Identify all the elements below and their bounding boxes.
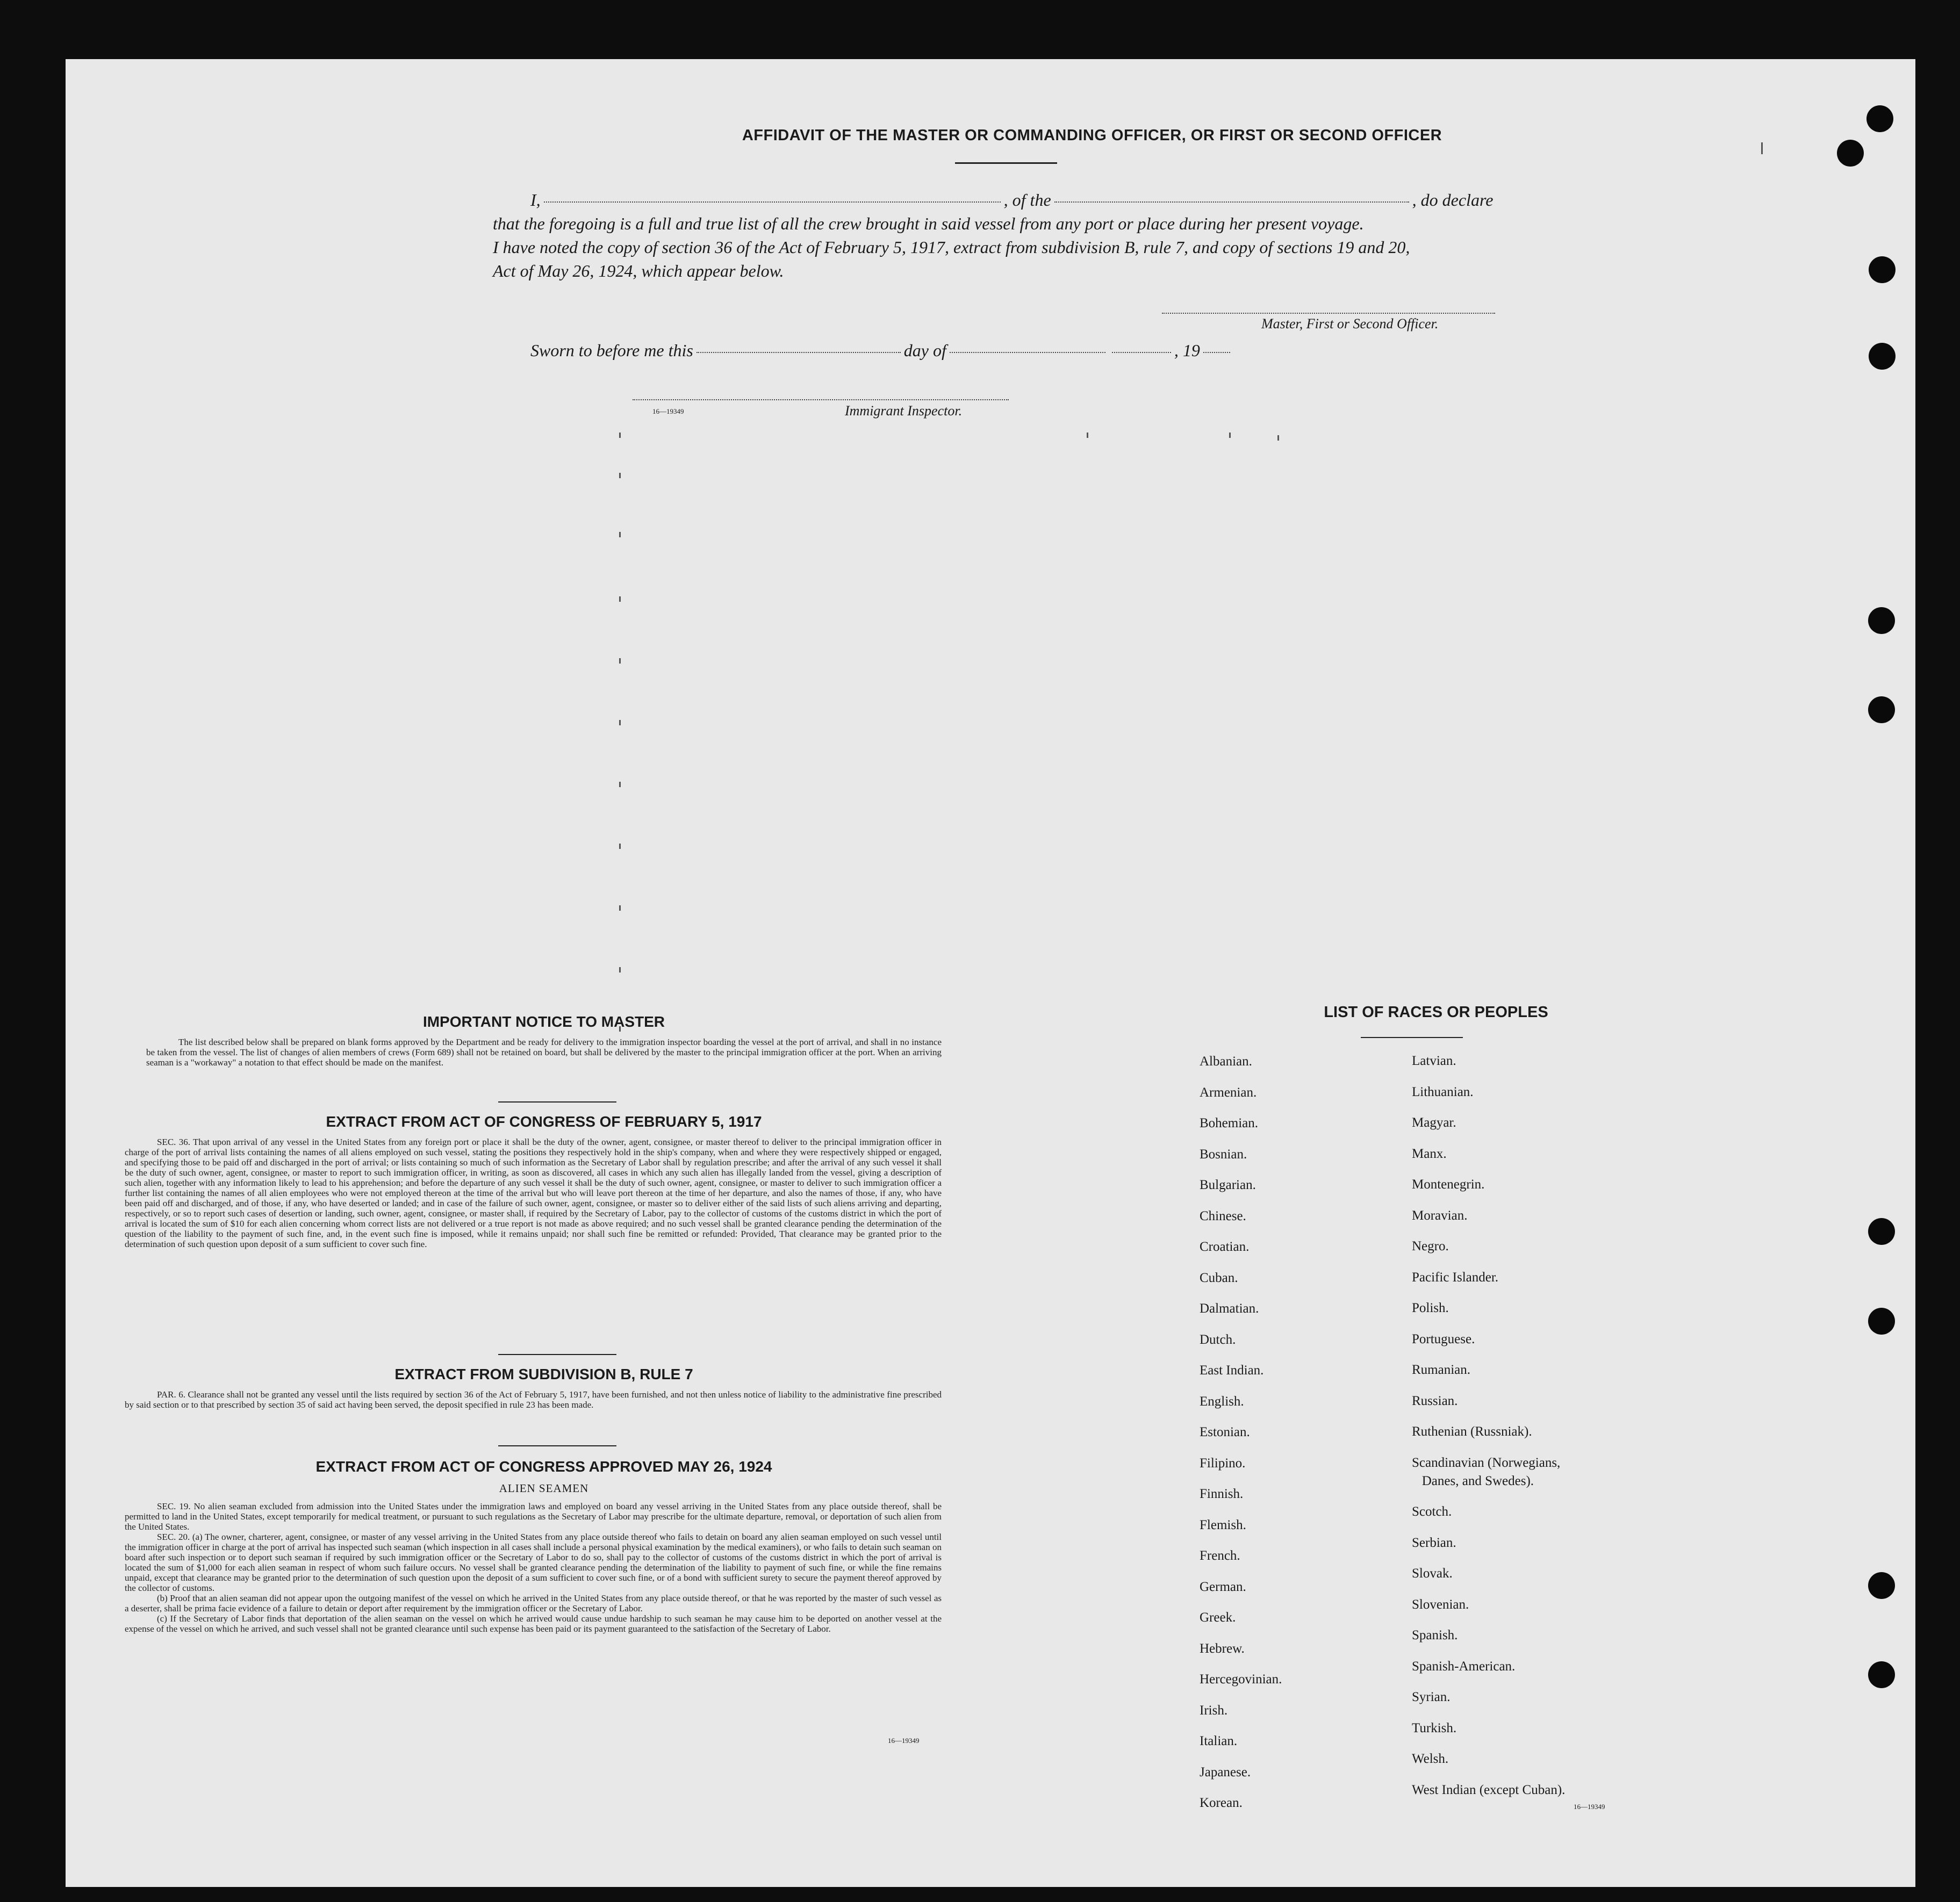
punch-hole [1868,607,1895,634]
tick-mark [619,532,621,537]
do-declare-label: , do declare [1412,190,1494,210]
of-the-label: , of the [1003,190,1051,210]
rule-7-title: EXTRACT FROM SUBDIVISION B, RULE 7 [394,1366,693,1382]
race-item-right: Syrian. [1412,1690,1451,1704]
tick-mark [619,967,621,972]
race-item-left: Hercegovinian. [1200,1672,1282,1687]
tick-mark [619,473,621,478]
race-item-right: Latvian. [1412,1054,1456,1068]
extract-1924-title: EXTRACT FROM ACT OF CONGRESS APPROVED MAY 26, 1924 [315,1458,772,1475]
inspector-signature-line[interactable] [633,399,1009,400]
race-item-left: Cuban. [1200,1270,1238,1285]
sworn-line [530,338,1233,362]
sworn-label: Sworn to before me this [530,341,693,360]
race-item-right: Moravian. [1412,1208,1468,1223]
master-signature-caption: Master, First or Second Officer. [1261,316,1439,332]
tick-mark [619,720,621,725]
race-item-left: French. [1200,1548,1240,1563]
race-item-left: Korean. [1200,1796,1243,1810]
tick-mark [1277,435,1279,441]
race-item-right: Magyar. [1412,1115,1456,1130]
punch-hole [1868,1308,1895,1335]
punch-hole [1868,1661,1895,1688]
section-20a-paragraph: SEC. 20. (a) The owner, charterer, agent, consignee, or master of any vessel arriving in the United States from any place outside thereof who fails to detain on board any alien seaman employed on such vessel until the immigration officer in charge at the port of arrival has inspected such seaman (which inspection in all cases shall include a personal physical examination by the medical examiners), or who fails to detain such seaman on board after such inspection or to deport such seaman if required by such immigration officer or the Secretary of Labor to do so, shall pay to the collector of customs of the customs district in which the port of arrival is located the sum of $1,000 for each alien seaman in respect of whom such failure occurs. No vessel shall be granted clearance pending the determination of the liability to payment of such fine, or while the fine remains unpaid, except that clearance may be granted prior to the determination of such question upon the deposit of a sum sufficient to cover such fine, or of a bond with sufficient surety to secure the payment thereof approved by the collector of customs. [125,1532,942,1593]
year-blank[interactable] [1203,352,1230,353]
tick-mark [619,782,621,787]
race-item-right: Slovenian. [1412,1597,1469,1612]
race-item-right: Spanish-American. [1412,1659,1516,1674]
race-item-right: Rumanian. [1412,1363,1471,1377]
race-item-left: Bulgarian. [1200,1178,1256,1192]
race-item-left: Estonian. [1200,1425,1250,1439]
day-of-label: day of [903,341,946,360]
tick-mark [619,596,621,602]
race-item-left: Bohemian. [1200,1116,1259,1130]
race-item-left: Flemish. [1200,1517,1246,1532]
race-item-right: Polish. [1412,1301,1449,1315]
tick-mark [619,844,621,849]
extract-1917-body [125,1137,942,1249]
race-item-left: Japanese. [1200,1764,1251,1779]
race-item-left: Italian. [1200,1734,1238,1748]
tick-mark [619,905,621,911]
tick-mark [1761,142,1763,154]
race-item-left: Bosnian. [1200,1147,1247,1162]
inspector-caption: Immigrant Inspector. [845,403,963,419]
race-item-right: Ruthenian (Russniak). [1412,1424,1532,1439]
vessel-blank[interactable] [1054,201,1409,203]
race-item-left: Dalmatian. [1200,1301,1259,1316]
race-item-left: Irish. [1200,1703,1228,1718]
punch-hole [1868,696,1895,723]
rule-7-body [125,1389,942,1410]
affidavit-declaration-line [530,188,1493,212]
race-item-left: Dutch. [1200,1332,1236,1347]
race-item-right: Slovak. [1412,1566,1453,1581]
section-36-paragraph: SEC. 36. That upon arrival of any vessel in the United States from any foreign port or place it shall be the duty of the owner, agent, consignee, or master thereof to deliver to the principal immigration officer in charge of the port of arrival lists containing the names of all aliens employed on such vessel, stating the positions they respectively hold in the ship's company, when and where they were respectively shipped or engaged, and specifying those to be paid off and discharged in the port of arrival; or lists containing so much of such information as the Secretary of Labor shall by regulation prescribe; and after the arrival of any such vessel it shall be the duty of such owner, agent, consignee, or master to report to such immigration officer, in writing, as soon as discovered, all cases in which any such alien has illegally landed from the vessel, giving a description of such alien, together with any information likely to lead to his apprehension; and before the departure of any such vessel it shall be the duty of such owner, agent, consignee, or master to deliver to such immigration officer a further list containing the names of all alien employees who were not employed thereon at the time of the arrival but who will leave port thereon at the time of her departure, and also the names of those, if any, who have been paid off and discharged, and of those, if any, who have deserted or landed; and in case of the failure of such owner, agent, consignee, or master so to deliver either of the said lists of such aliens arriving and departing, respectively, or so to report such cases of desertion or landing, such owner, agent, consignee, or master shall, if required by the Secretary of Labor, pay to the collector of customs of the customs district in which the port of arrival is located the sum of $10 for each alien concerning whom correct lists are not delivered or a true report is not made as above required; and no such vessel shall be granted clearance pending the determination of the question of the liability to the payment of such fine, and, in the event such fine is imposed, while it remains unpaid; nor shall such fine be remitted or refunded: Provided, That clearance may be granted prior to the determination of such question upon deposit of a sum sufficient to cover such fine. [125,1137,942,1249]
affidavit-line-4: Act of May 26, 1924, which appear below. [493,261,784,280]
form-number-right: 16—19349 [1574,1803,1605,1811]
document-page [66,59,1915,1887]
extract-1924-body [125,1501,942,1634]
race-item-left: East Indian. [1200,1363,1264,1378]
i-label: I, [530,190,541,210]
race-item-right: Serbian. [1412,1535,1456,1550]
race-item-right: West Indian (except Cuban). [1412,1782,1566,1797]
form-number-left: 16—19349 [888,1737,920,1745]
race-item-right: Scandinavian (Norwegians, Danes, and Swedes). [1412,1455,1561,1488]
race-item-left: Albanian. [1200,1054,1252,1069]
year-label: , 19 [1174,341,1200,360]
notice-paragraph: The list described below shall be prepared on blank forms approved by the Department and be ready for delivery to the immigration inspector boarding the vessel at the port of arrival, and shall in no instance be taken from the vessel. The list of changes of alien members of crews (Form 689) shall not be retained on board, but shall be delivered by the master to the principal immigration officer at the port. When an arriving seaman is a "workaway" a notation to that effect should be made on the manifest. [146,1037,942,1068]
race-item-right: Portuguese. [1412,1331,1475,1346]
punch-hole [1866,105,1893,132]
race-item-right: Lithuanian. [1412,1084,1474,1099]
alien-seamen-subtitle: ALIEN SEAMEN [499,1482,589,1495]
section-20b-paragraph: (b) Proof that an alien seaman did not appear upon the outgoing manifest of the vessel on which he arrived in the United States from any place outside thereof, or that he was reported by the master of such vessel as a deserter, shall be prima facie evidence of a failure to detain or deport after requirement by the immigration officer or the Secretary of Labor. [125,1593,942,1613]
race-item-right: Pacific Islander. [1412,1270,1499,1285]
race-item-left: Finnish. [1200,1487,1244,1501]
race-item-left: Greek. [1200,1610,1236,1625]
month-blank-2[interactable] [1112,352,1171,353]
race-item-right: Russian. [1412,1393,1458,1408]
extract-1917-title: EXTRACT FROM ACT OF CONGRESS OF FEBRUARY 5, 1917 [326,1113,762,1130]
race-item-right: Negro. [1412,1239,1449,1253]
tick-mark [1229,433,1231,438]
master-signature-line[interactable] [1162,313,1495,314]
notice-title: IMPORTANT NOTICE TO MASTER [422,1013,665,1030]
title-underline [955,162,1057,164]
section-20c-paragraph: (c) If the Secretary of Labor finds that deportation of the alien seaman on the vessel on which he arrived would cause undue hardship to such seaman he may cause him to be deported on another vessel at the expense of the vessel on which he arrived, and such vessel shall not be granted clearance until such expense has been paid or its payment guaranteed to the satisfaction of the Secretary of Labor. [125,1613,942,1634]
punch-hole [1869,343,1896,370]
tick-mark [1087,433,1088,438]
punch-hole [1868,1572,1895,1599]
name-blank[interactable] [544,201,1001,203]
tick-mark [619,658,621,664]
section-19-paragraph: SEC. 19. No alien seaman excluded from admission into the United States under the immigration laws and employed on board any vessel arriving in the United States from any place outside thereof, shall be permitted to land in the United States, except temporarily for medical treatment, or pursuant to such regulations as the Secretary of Labor may prescribe for the ultimate departure, removal, or deportation of such alien from the United States. [125,1501,942,1532]
race-item-right: Spanish. [1412,1628,1458,1642]
affidavit-title: AFFIDAVIT OF THE MASTER OR COMMANDING OFFICER, OR FIRST OR SECOND OFFICER [742,127,1442,144]
race-item-right: Montenegrin. [1412,1177,1485,1192]
divider [498,1101,616,1103]
race-item-left: German. [1200,1579,1246,1594]
race-item-left: English. [1200,1394,1244,1409]
form-number-top: 16—19349 [652,407,684,415]
tick-mark [619,433,621,438]
races-title: LIST OF RACES OR PEOPLES [1324,1004,1548,1021]
race-item-right: Manx. [1412,1146,1447,1161]
race-item-left: Filipino. [1200,1456,1246,1471]
divider [498,1445,616,1446]
divider [1361,1037,1463,1038]
race-item-left: Croatian. [1200,1240,1250,1254]
punch-hole [1868,1218,1895,1245]
punch-hole [1837,140,1864,167]
divider [498,1354,616,1355]
affidavit-line-3: I have noted the copy of section 36 of the Act of February 5, 1917, extract from subdivision B, rule 7, and copy of sections 19 and 20, [493,237,1410,257]
race-item-right: Welsh. [1412,1752,1449,1766]
month-blank[interactable] [950,352,1105,353]
paragraph-6: PAR. 6. Clearance shall not be granted any vessel until the lists required by section 36 of the Act of February 5, 1917, have been furnished, and not then unless notice of liability to the administrative fine prescribed by said section or to that prescribed by section 35 of said act having been served, the deposit specified in rule 23 has been made. [125,1389,942,1410]
race-item-right: Scotch. [1412,1504,1452,1519]
race-item-left: Armenian. [1200,1085,1257,1100]
affidavit-line-2: that the foregoing is a full and true list of all the crew brought in said vessel from any port or place during her present voyage. [493,214,1364,233]
race-item-right: Turkish. [1412,1720,1457,1735]
notice-body [146,1037,942,1068]
race-item-left: Chinese. [1200,1208,1246,1223]
race-item-left: Hebrew. [1200,1641,1245,1656]
day-blank[interactable] [697,352,901,353]
punch-hole [1869,256,1896,283]
